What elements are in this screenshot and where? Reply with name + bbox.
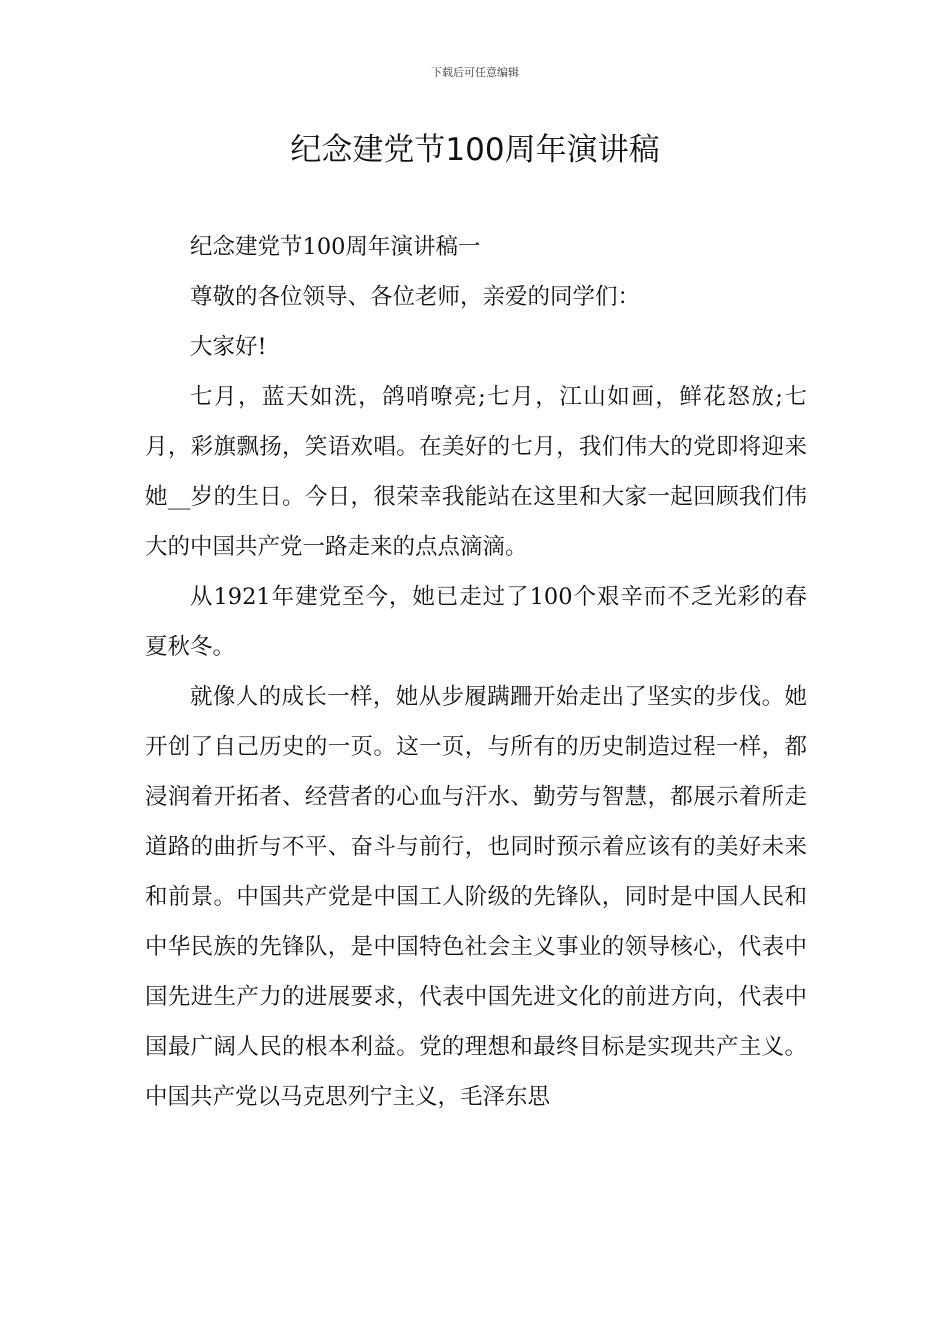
- paragraph: 七月，蓝天如洗，鸽哨嘹亮;七月，江山如画，鲜花怒放;七月，彩旗飘扬，笑语欢唱。在美好的七月，我们伟大的党即将迎来她__岁的生日。今日，很荣幸我能站在这里和大家一起回顾我们伟大的中国共产党一路走来的点点滴滴。: [145, 384, 807, 560]
- header-note: 下载后可任意编辑: [431, 66, 519, 79]
- paragraph-greeting: 大家好!: [190, 334, 267, 360]
- paragraph: 就像人的成长一样，她从步履蹒跚开始走出了坚实的步伐。她开创了自己历史的一页。这一页，与所有的历史制造过程一样，都浸润着开拓者、经营者的心血与汗水、勤劳与智慧，都展示着所走道路的曲折与不平、奋斗与前行，也同时预示着应该有的美好未来和前景。中国共产党是中国工人阶级的先锋队，同时是中国人民和中华民族的先锋队，是中国特色社会主义事业的领导核心，代表中国先进生产力的进展要求，代表中国先进文化的前进方向，代表中国最广阔人民的根本利益。党的理想和最终目标是实现共产主义。中国共产党以马克思列宁主义，毛泽东思: [145, 684, 807, 1110]
- paragraph-salutation: 尊敬的各位领导、各位老师，亲爱的同学们：: [190, 284, 641, 310]
- document-title: 纪念建党节100周年演讲稿: [290, 132, 660, 168]
- paragraph: 从1921年建党至今，她已走过了100个艰辛而不乏光彩的春夏秋冬。: [145, 584, 807, 660]
- paragraph-subtitle: 纪念建党节100周年演讲稿一: [190, 234, 481, 260]
- document-body: [145, 222, 807, 1122]
